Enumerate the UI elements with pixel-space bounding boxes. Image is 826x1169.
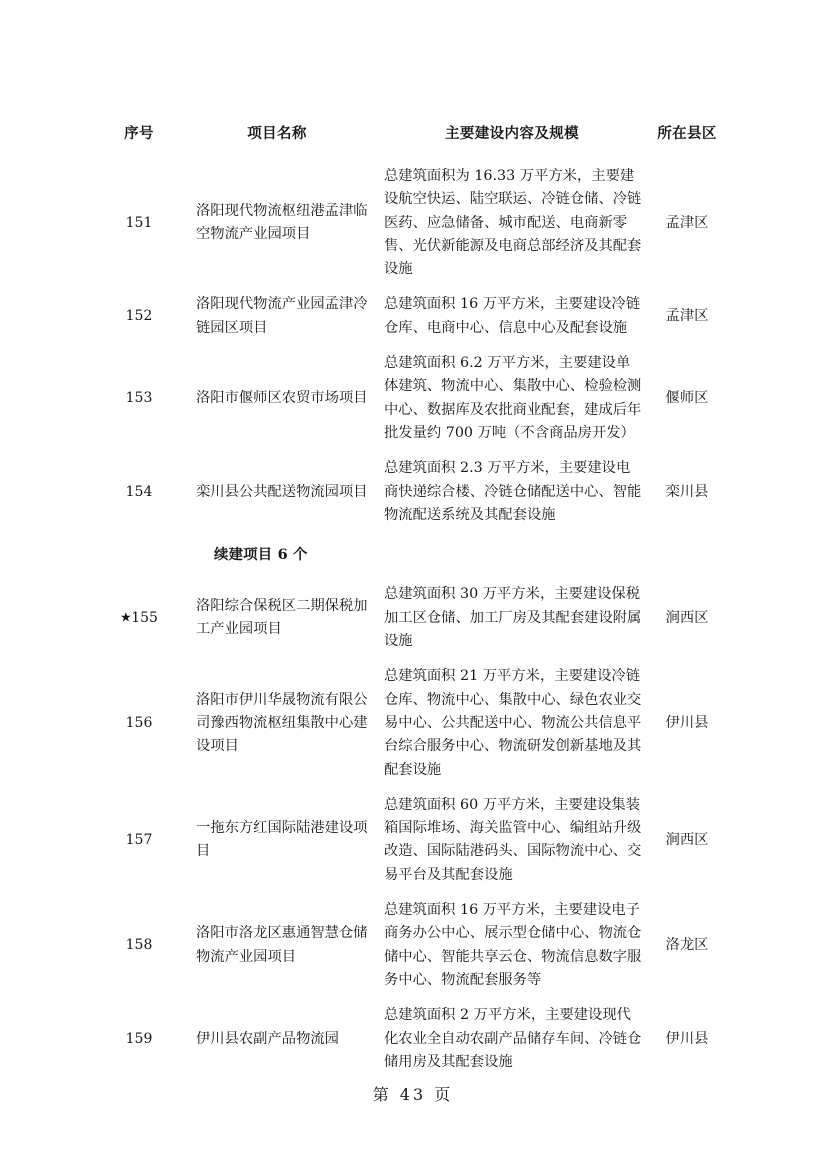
- cell-description: 总建筑面积 16 万平方米，主要建设冷链仓库、电商中心、信息中心及配套设施: [384, 296, 641, 336]
- table-row: [100, 451, 726, 533]
- cell-serial-number: [100, 577, 178, 659]
- cell-district: 伊川县: [665, 1030, 709, 1047]
- serial-number-value: 152: [125, 308, 153, 325]
- column-header-project-name: 项目名称: [247, 126, 307, 142]
- table-row: [100, 998, 726, 1080]
- serial-number-value: 156: [125, 714, 153, 731]
- cell-project-name: 一拖东方红国际陆港建设项目: [196, 820, 368, 860]
- section-spacer-cell: [100, 533, 178, 577]
- cell-district: 涧西区: [665, 831, 709, 848]
- cell-project-name: 洛阳现代物流产业园孟津冷链园区项目: [196, 296, 368, 336]
- cell-project-name: 洛阳现代物流枢纽港孟津临空物流产业园项目: [196, 202, 368, 243]
- cell-district: 洛龙区: [665, 936, 709, 953]
- cell-serial-number: [100, 998, 178, 1080]
- cell-description: 总建筑面积 2.3 万平方米，主要建设电商快递综合楼、冷链仓储配送中心、智能物流配送系统及其配套设施: [384, 460, 642, 523]
- cell-district: 栾川县: [665, 483, 709, 500]
- star-icon: ★: [120, 610, 132, 626]
- cell-district: 涧西区: [665, 609, 709, 626]
- table-section-header-row: [100, 533, 726, 577]
- table-row: [100, 287, 726, 346]
- cell-district: 偃师区: [665, 390, 709, 407]
- table-header: [100, 122, 726, 159]
- table-header-row: [100, 122, 726, 159]
- serial-number-value: 158: [125, 936, 153, 953]
- cell-description: 总建筑面积 60 万平方米，主要建设集装箱国际堆场、海关监管中心、编组站升级改造、国际陆港码头、国际物流中心、交易平台及其配套设施: [384, 796, 642, 883]
- cell-project-name: 洛阳市伊川华晟物流有限公司豫西物流枢纽集散中心建设项目: [196, 691, 368, 755]
- section-spacer-cell: [648, 533, 726, 577]
- section-header-label: 续建项目 6 个: [214, 546, 308, 564]
- project-table-container: [100, 122, 726, 1080]
- cell-serial-number: [100, 159, 178, 287]
- serial-number-value: 151: [125, 214, 153, 231]
- cell-description: 总建筑面积 30 万平方米，主要建设保税加工区仓储、加工厂房及其配套建设附属设施: [384, 586, 642, 650]
- page-footer: 第 43 页: [372, 1085, 454, 1104]
- table-row: [100, 159, 726, 287]
- cell-serial-number: [100, 788, 178, 893]
- table-row: [100, 788, 726, 893]
- cell-project-name: 栾川县公共配送物流园项目: [196, 483, 368, 500]
- serial-number-value: 153: [125, 390, 153, 407]
- cell-district: 伊川县: [665, 714, 709, 731]
- section-header-cell: [178, 533, 376, 577]
- column-header-serial-number: 序号: [124, 126, 154, 142]
- cell-description: 总建筑面积 6.2 万平方米，主要建设单体建筑、物流中心、集散中心、检验检测中心、数据库及农批商业配套，建成后年批发量约 700 万吨（不含商品房开发）: [384, 355, 642, 441]
- table-row: [100, 893, 726, 998]
- cell-project-name: 洛阳综合保税区二期保税加工产业园项目: [196, 598, 368, 638]
- section-spacer-cell: [376, 533, 648, 577]
- table-row: [100, 346, 726, 451]
- serial-number-value: 157: [125, 831, 153, 848]
- serial-number-value: 159: [125, 1030, 153, 1047]
- cell-serial-number: [100, 659, 178, 787]
- table-row: [100, 577, 726, 659]
- cell-serial-number: [100, 287, 178, 346]
- column-header-description: 主要建设内容及规模: [444, 126, 580, 142]
- column-header-district: 所在县区: [657, 126, 717, 142]
- cell-description: 总建筑面积 21 万平方米，主要建设冷链仓库、物流中心、集散中心、绿色农业交易中心、公共配送中心、物流公共信息平台综合服务中心、物流研发创新基地及其配套设施: [384, 668, 642, 778]
- cell-serial-number: [100, 893, 178, 998]
- table-row: [100, 659, 726, 787]
- serial-number-value: 154: [125, 483, 153, 500]
- table-body: [100, 159, 726, 1080]
- cell-district: 孟津区: [665, 308, 709, 325]
- serial-number-value: 155: [131, 609, 158, 626]
- cell-serial-number: [100, 346, 178, 451]
- cell-description: 总建筑面积 2 万平方米，主要建设现代化农业全自动农副产品储存车间、冷链仓储用房及其配套设施: [384, 1007, 642, 1070]
- cell-project-name: 伊川县农副产品物流园: [196, 1030, 339, 1047]
- cell-project-name: 洛阳市偃师区农贸市场项目: [196, 390, 368, 407]
- project-table: [100, 122, 726, 1080]
- cell-district: 孟津区: [665, 214, 709, 231]
- cell-serial-number: [100, 451, 178, 533]
- cell-description: 总建筑面积 16 万平方米，主要建设电子商务办公中心、展示型仓储中心、物流仓储中心、智能共享云仓、物流信息数字服务中心、物流配套服务等: [384, 902, 642, 988]
- cell-project-name: 洛阳市洛龙区惠通智慧仓储物流产业园项目: [196, 925, 368, 965]
- cell-description: 总建筑面积为 16.33 万平方米，主要建设航空快运、陆空联运、冷链仓储、冷链医药、应急储备、城市配送、电商新零售、光伏新能源及电商总部经济及其配套设施: [384, 168, 642, 278]
